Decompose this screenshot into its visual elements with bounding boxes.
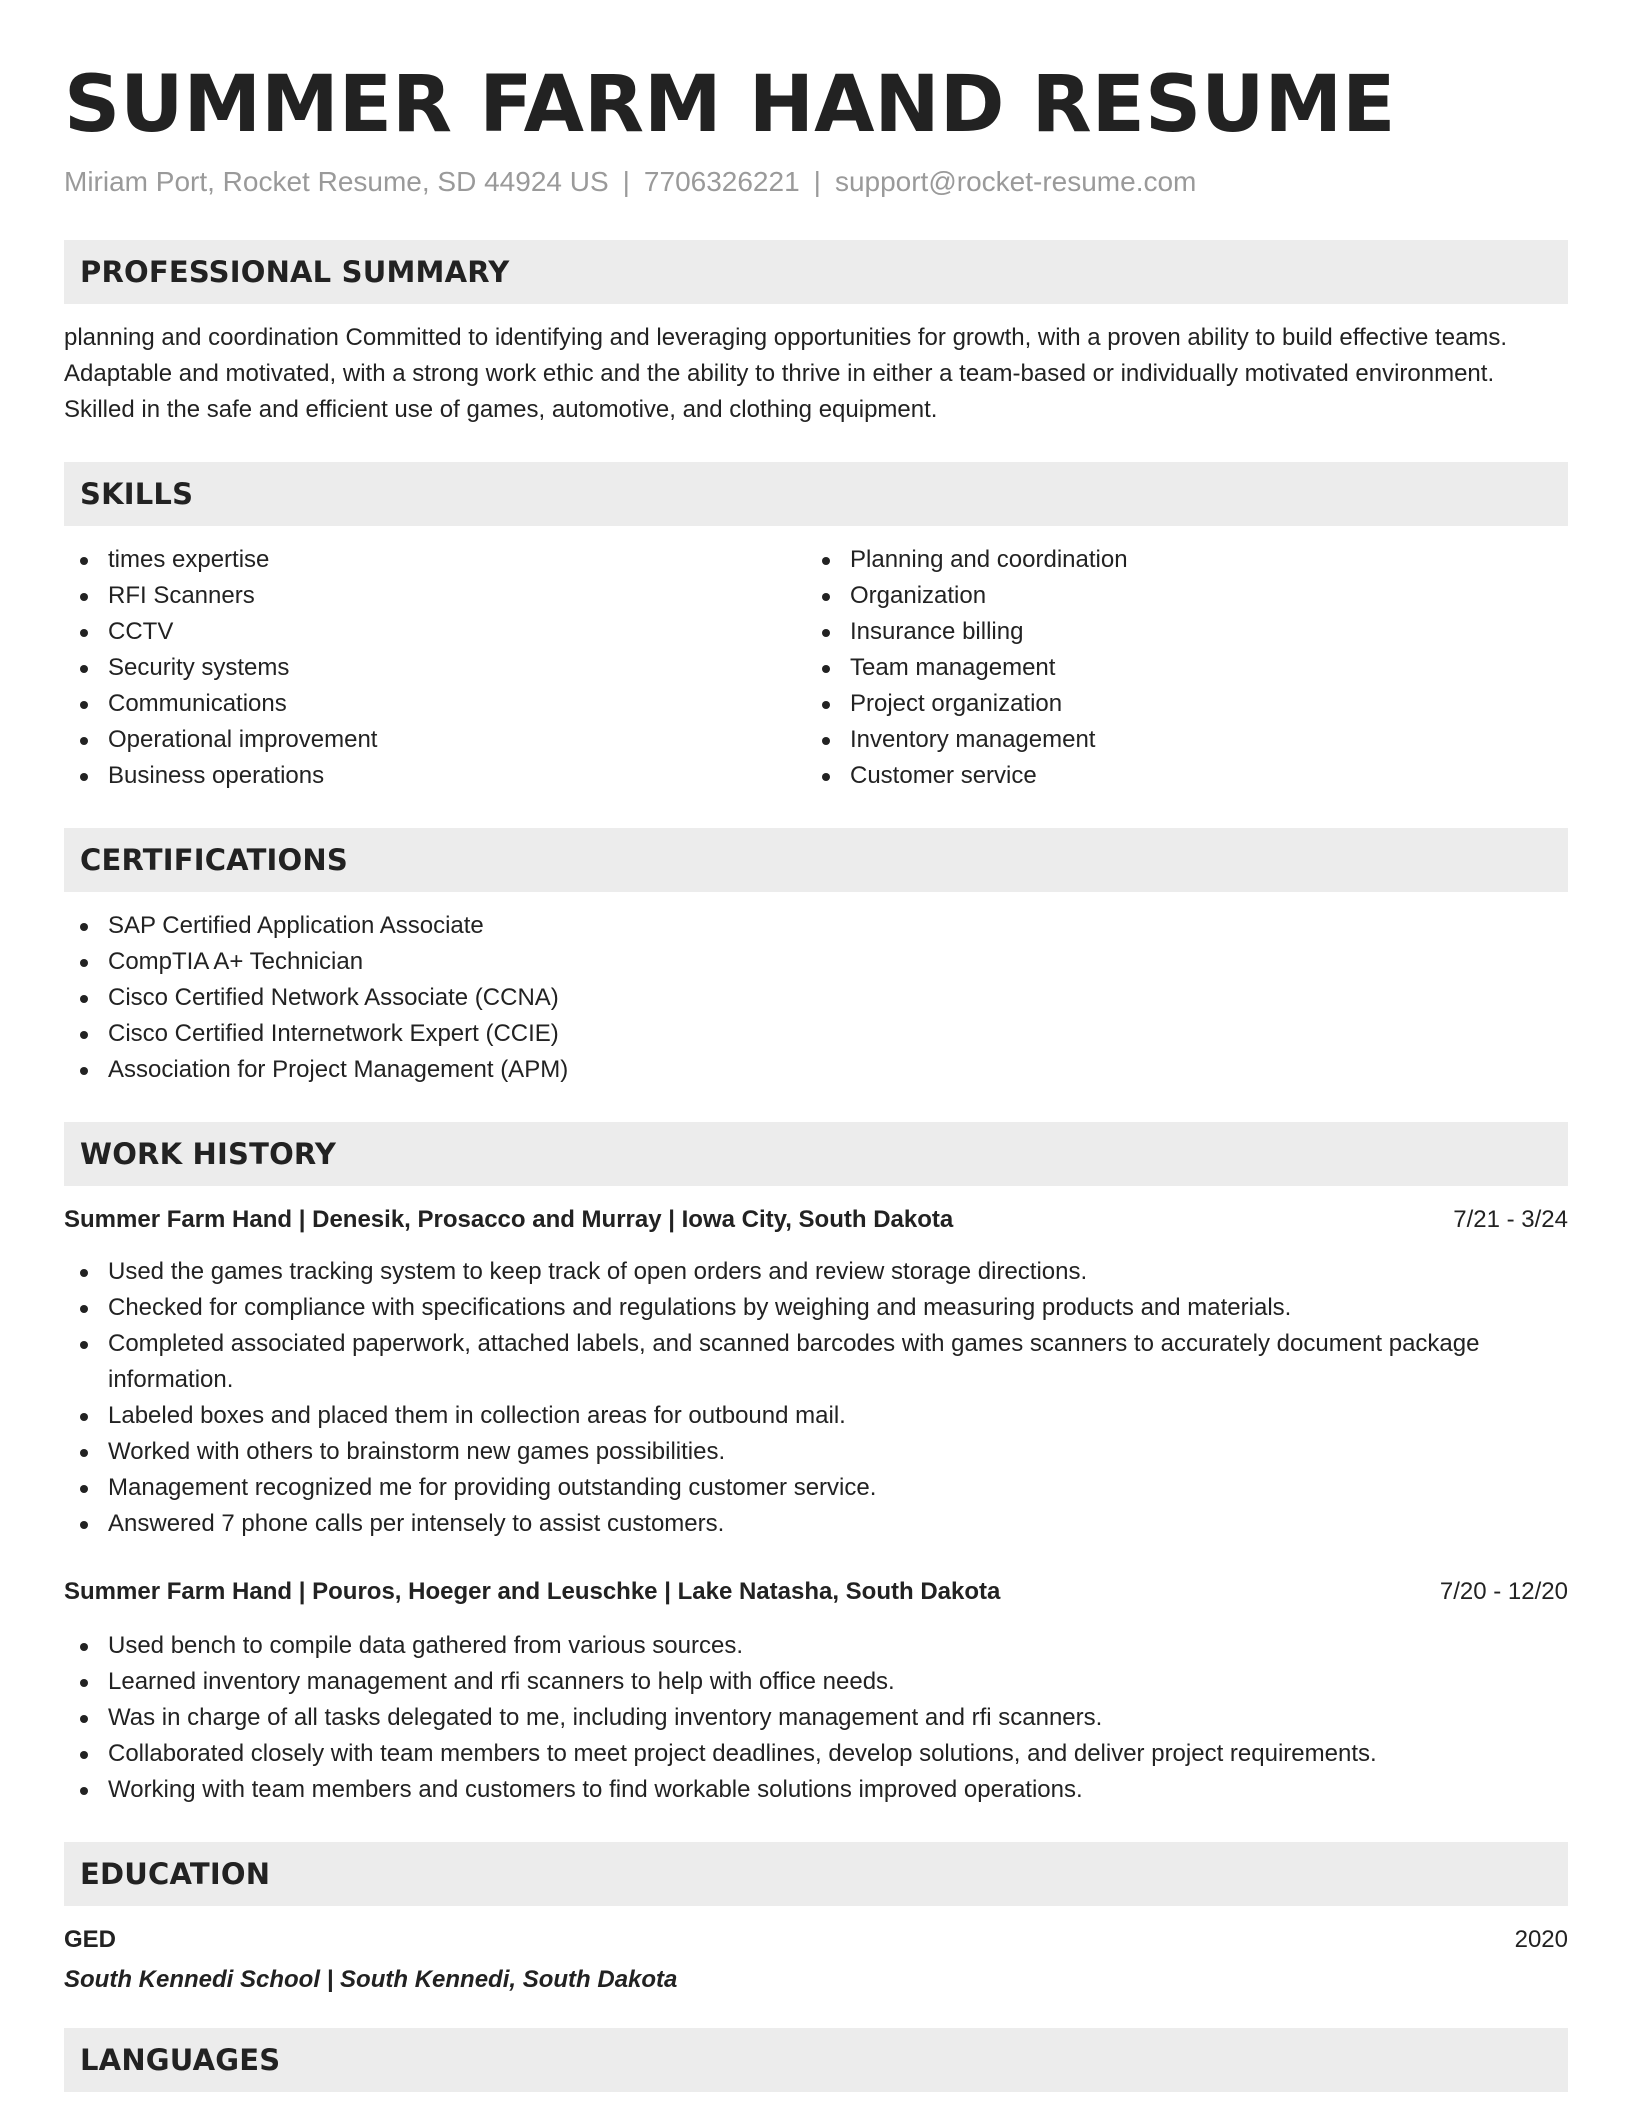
section-header-skills: SKILLS xyxy=(64,462,1568,526)
skill-item: Planning and coordination xyxy=(806,542,1548,578)
skill-item: Inventory management xyxy=(806,722,1548,758)
certification-item: SAP Certified Application Associate xyxy=(64,908,1568,944)
skill-item: Customer service xyxy=(806,758,1548,794)
job-bullet: Checked for compliance with specifications and regulations by weighing and measuring products and materials. xyxy=(64,1290,1568,1326)
certification-item: Cisco Certified Internetwork Expert (CCIE) xyxy=(64,1016,1568,1052)
section-header-certifications: CERTIFICATIONS xyxy=(64,828,1568,892)
job-bullet: Completed associated paperwork, attached labels, and scanned barcodes with games scanners to accurately document package information. xyxy=(64,1326,1568,1398)
section-header-education: EDUCATION xyxy=(64,1842,1568,1906)
skill-item: Organization xyxy=(806,578,1548,614)
job-bullet: Working with team members and customers to find workable solutions improved operations. xyxy=(64,1772,1568,1808)
job-header xyxy=(64,1574,1568,1610)
skill-item: Operational improvement xyxy=(64,722,806,758)
job-dates: 7/21 - 3/24 xyxy=(1453,1206,1568,1233)
resume-title: SUMMER FARM HAND RESUME xyxy=(64,60,1396,150)
job-bullet: Answered 7 phone calls per intensely to assist customers. xyxy=(64,1506,1568,1542)
job-bullet: Worked with others to brainstorm new games possibilities. xyxy=(64,1434,1568,1470)
skill-item: CCTV xyxy=(64,614,806,650)
job-bullets xyxy=(64,1628,1568,1808)
contact-address: Miriam Port, Rocket Resume, SD 44924 US xyxy=(64,166,609,197)
skill-item: Team management xyxy=(806,650,1548,686)
skill-item: RFI Scanners xyxy=(64,578,806,614)
job-bullet: Collaborated closely with team members to meet project deadlines, develop solutions, and deliver project requirements. xyxy=(64,1736,1568,1772)
contact-phone: 7706326221 xyxy=(643,166,800,197)
job-title: Summer Farm Hand | Pouros, Hoeger and Leuschke | Lake Natasha, South Dakota xyxy=(64,1578,1001,1605)
job-title: Summer Farm Hand | Denesik, Prosacco and Murray | Iowa City, South Dakota xyxy=(64,1206,954,1233)
education-header xyxy=(64,1922,1568,1958)
job-bullet: Was in charge of all tasks delegated to me, including inventory management and rfi scanners. xyxy=(64,1700,1568,1736)
education-year: 2020 xyxy=(1514,1926,1568,1953)
job-bullet: Used bench to compile data gathered from various sources. xyxy=(64,1628,1568,1664)
job-bullet: Management recognized me for providing outstanding customer service. xyxy=(64,1470,1568,1506)
skill-item: Project organization xyxy=(806,686,1548,722)
skills-list-left xyxy=(64,542,806,794)
contact-separator: | xyxy=(813,166,821,197)
contact-line xyxy=(64,166,1568,198)
certification-item: Cisco Certified Network Associate (CCNA) xyxy=(64,980,1568,1016)
section-header-languages: LANGUAGES xyxy=(64,2028,1568,2092)
section-header-work-history: WORK HISTORY xyxy=(64,1122,1568,1186)
skill-item: Insurance billing xyxy=(806,614,1548,650)
certification-item: Association for Project Management (APM) xyxy=(64,1052,1568,1088)
job-bullet: Learned inventory management and rfi scanners to help with office needs. xyxy=(64,1664,1568,1700)
skill-item: Security systems xyxy=(64,650,806,686)
skill-item: Business operations xyxy=(64,758,806,794)
section-header-summary: PROFESSIONAL SUMMARY xyxy=(64,240,1568,304)
education-school: South Kennedi School | South Kennedi, South Dakota xyxy=(64,1966,678,1993)
job-header xyxy=(64,1202,1568,1238)
contact-separator: | xyxy=(622,166,630,197)
skills-grid xyxy=(64,542,1568,794)
certifications-list xyxy=(64,908,1568,1088)
certification-item: CompTIA A+ Technician xyxy=(64,944,1568,980)
job-bullet: Used the games tracking system to keep track of open orders and review storage directions. xyxy=(64,1254,1568,1290)
skills-list-right xyxy=(806,542,1548,794)
education-degree: GED xyxy=(64,1926,117,1953)
contact-email: support@rocket-resume.com xyxy=(834,166,1197,197)
job-bullets xyxy=(64,1254,1568,1542)
summary-text: planning and coordination Committed to identifying and leveraging opportunities for growth, with a proven ability to build effective teams. Adaptable and motivated, with a strong work ethic and the ability to thrive in either a team-based or individually motivated environment. Skilled in the safe and efficient use of games, automotive, and clothing equipment. xyxy=(64,324,1508,423)
job-bullet: Labeled boxes and placed them in collection areas for outbound mail. xyxy=(64,1398,1568,1434)
skill-item: Communications xyxy=(64,686,806,722)
job-dates: 7/20 - 12/20 xyxy=(1439,1578,1568,1605)
skill-item: times expertise xyxy=(64,542,806,578)
